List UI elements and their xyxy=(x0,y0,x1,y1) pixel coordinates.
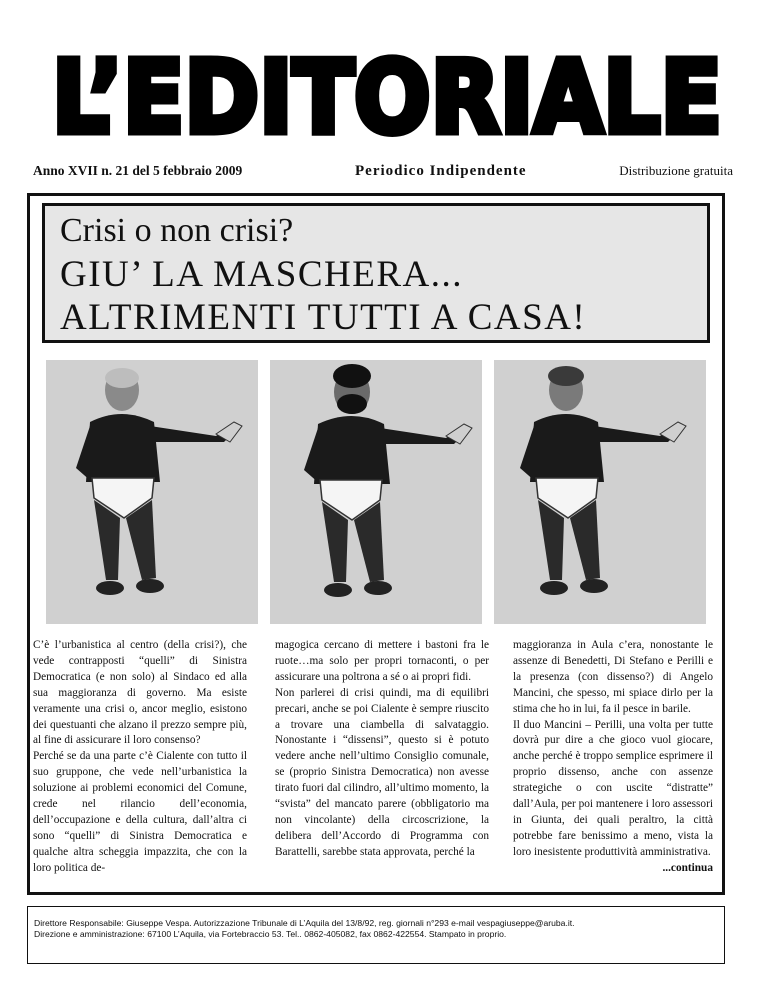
article-column-1 xyxy=(33,638,247,877)
footer-credits xyxy=(27,906,725,964)
masthead-logo xyxy=(50,48,724,146)
issue-date: Anno XVII n. 21 del 5 febbraio 2009 xyxy=(33,163,243,178)
masthead-title: L’EDITORIALE xyxy=(52,48,722,146)
article-paragraph: Non parlerei di crisi quindi, ma di equilibri precari, anche se poi Cialente è sempre riuscito a trovare una ciambella di salvataggio. Nonostante i “dissensi”, questo si è potuto vedere anche nell’ultimo Consiglio comunale, se (proprio Sinistra Democratica) non avesse tirato fuori dal cilindro, all’ultimo momento, la “svista” del mancato parere (obbligatorio ma non vincolante) della circoscrizione, la delibera dell’Accordo di Programma con Barattelli, sarebbe stata approvata, perché la xyxy=(275,686,489,858)
article-paragraph: Il duo Mancini – Perilli, una volta per tutte dovrà pur dire a che gioco vuol giocare, anche perché è troppo semplice esprimere il proprio dissenso, anche con assenze strategiche o con uscite “distratte” dall’Aula, per poi mantenere i loro assessori in Giunta, dei quali peraltro, la città potrebbe fare benissimo a meno, vista la loro inesistente produttività amministrativa. xyxy=(513,718,713,858)
headline-kicker: Crisi o non crisi? xyxy=(60,212,294,249)
article-column-2 xyxy=(275,638,489,861)
footer-line-1: Direttore Responsabile: Giuseppe Vespa. Autorizzazione Tribunale di L’Aquila del 13/8/92, reg. giornali n°293 e-mail vespagiuseppe@aruba.it. xyxy=(34,918,575,928)
issue-meta-row xyxy=(33,163,733,187)
article-paragraph: maggioranza in Aula c’era, nonostante le assenze di Benedetti, Di Stefano e Perilli e la presenza (con dissenso?) di Angelo Mancini, che spesso, mi spiace dirlo per la stima che ho in lui, fa il pesce in barile. xyxy=(513,639,713,715)
headline-line-2: ALTRIMENTI TUTTI A CASA! xyxy=(60,297,587,338)
footer-line-2: Direzione e amministrazione: 67100 L’Aquila, via Fortebraccio 53. Tel.. 0862-405082, fax 0862-422554. Stampato in proprio. xyxy=(34,929,507,939)
photo-figure-2 xyxy=(270,360,482,624)
photo-figure-1 xyxy=(46,360,258,624)
continue-link[interactable]: ...continua xyxy=(662,861,713,874)
headline-box xyxy=(42,203,710,343)
distribution-note: Distribuzione gratuita xyxy=(619,163,733,178)
headline-line-1: GIU’ LA MASCHERA... xyxy=(60,254,463,295)
article-paragraph: magogica cercano di mettere i bastoni fra le ruote…ma solo per propri tornaconti, o per assicurare una poltrona a sé o ai propri fidi. xyxy=(275,639,489,683)
article-paragraph: C’è l’urbanistica al centro (della crisi?), che vede contrapposti “quelli” di Sinistra Democratica (e non solo) al Sindaco ed alla sua maggioranza di governo. Ma esiste veramente una crisi o, ancor meglio, esistono dei questuanti che alzano il prezzo sempre più, al fine di assicurare il loro consenso? xyxy=(33,639,247,747)
periodical-tagline: Periodico Indipendente xyxy=(355,163,527,179)
photo-figure-3 xyxy=(494,360,706,624)
article-paragraph: Perché se da una parte c’è Cialente con tutto il suo gruppone, che vede nell’urbanistica la soluzione ai problemi economici del Comune, crede nel rilancio dell’economia, dell’occupazione e della cultura, dall’altra ci sono “quelli” di Sinistra Democratica e qualche altra scheggia impazzita, che con la loro politica de- xyxy=(33,750,247,874)
article-column-3 xyxy=(513,638,713,877)
